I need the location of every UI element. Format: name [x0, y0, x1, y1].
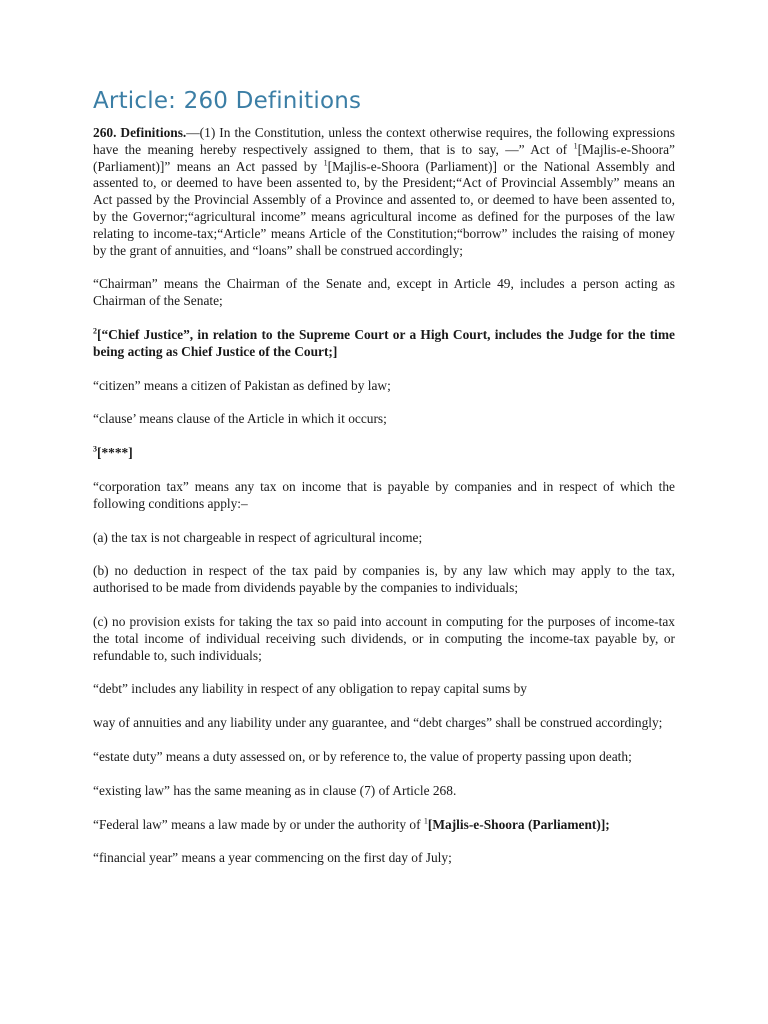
definition-bold-text: [Majlis-e-Shoora (Parliament)]; [427, 816, 610, 832]
footnote-marker: 1 [423, 816, 428, 826]
section-heading: 260. Definitions. [93, 125, 187, 140]
paragraph-text: [Majlis-e-Shoora” (Parliament)]” means an Act passed by [93, 141, 675, 174]
footnote-marker: 3 [93, 444, 97, 454]
condition-a: (a) the tax is not chargeable in respect of agricultural income; [93, 529, 423, 545]
definition-federal-law [93, 817, 675, 834]
subsection-marker: —(1) [186, 125, 216, 140]
definition-corporation-tax: “corporation tax” means any tax on income that is payable by companies and in respect of which the following conditions apply:– [93, 478, 675, 511]
article-title: Article: 260 Definitions [93, 88, 362, 114]
definition-financial-year: “financial year” means a year commencing on the first day of July; [93, 850, 452, 866]
paragraph-text: In the Constitution, unless the context otherwise requires, the following expressions have the meaning hereby respectively assigned to them, that is to say, —” Act of [93, 125, 676, 157]
definition-debt-continued: way of annuities and any liability under any guarantee, and “debt charges” shall be construed accordingly; [93, 715, 663, 731]
document-page [93, 84, 675, 884]
omission-marker: [****] [97, 445, 133, 461]
paragraph-text: [Majlis-e-Shoora (Parliament)] or the National Assembly and assented to, or deemed to have been assented to, by the President;“Act of Provincial Assembly” means an Act passed by the Provincial Assembly of a Province and assented to, or deemed to have been assented to, by the Governor;“agricultural income” means agricultural income as defined for the purposes of the law relating to income-tax;“Article” means Article of the Constitution;“borrow” includes the raising of money by the grant of annuities, and “loans” shall be construed accordingly; [93, 158, 675, 258]
definition-text: [“Chief Justice”, in relation to the Supreme Court or a High Court, includes the Judge for the time being acting as Chief Justice of the Court;] [93, 326, 675, 359]
footnote-marker: 2 [93, 326, 97, 336]
definition-estate-duty: “estate duty” means a duty assessed on, or by reference to, the value of property passing upon death; [93, 748, 632, 764]
definition-text: “Federal law” means a law made by or under the authority of [93, 816, 424, 832]
definitions-paragraph [93, 125, 675, 259]
omitted-definition [93, 445, 675, 462]
definition-clause: “clause’ means clause of the Article in which it occurs; [93, 411, 387, 427]
condition-b: (b) no deduction in respect of the tax paid by companies is, by any law which may apply to the tax, authorised to be made from dividends payable by the companies to individuals; [93, 563, 675, 596]
definition-citizen: “citizen” means a citizen of Pakistan as defined by law; [93, 377, 391, 393]
footnote-marker: 1 [323, 158, 328, 168]
definition-debt-start: “debt” includes any liability in respect of any obligation to repay capital sums by [93, 681, 527, 697]
definition-chief-justice [93, 327, 675, 361]
definition-existing-law: “existing law” has the same meaning as in clause (7) of Article 268. [93, 782, 457, 798]
footnote-marker: 1 [573, 141, 578, 151]
definition-chairman: “Chairman” means the Chairman of the Senate and, except in Article 49, includes a person acting as Chairman of the Senate; [93, 276, 675, 309]
condition-c: (c) no provision exists for taking the tax so paid into account in computing for the purposes of income-tax the total income of individual receiving such dividends, or in computing the income-tax payable by, or refundable to, such individuals; [93, 613, 675, 663]
